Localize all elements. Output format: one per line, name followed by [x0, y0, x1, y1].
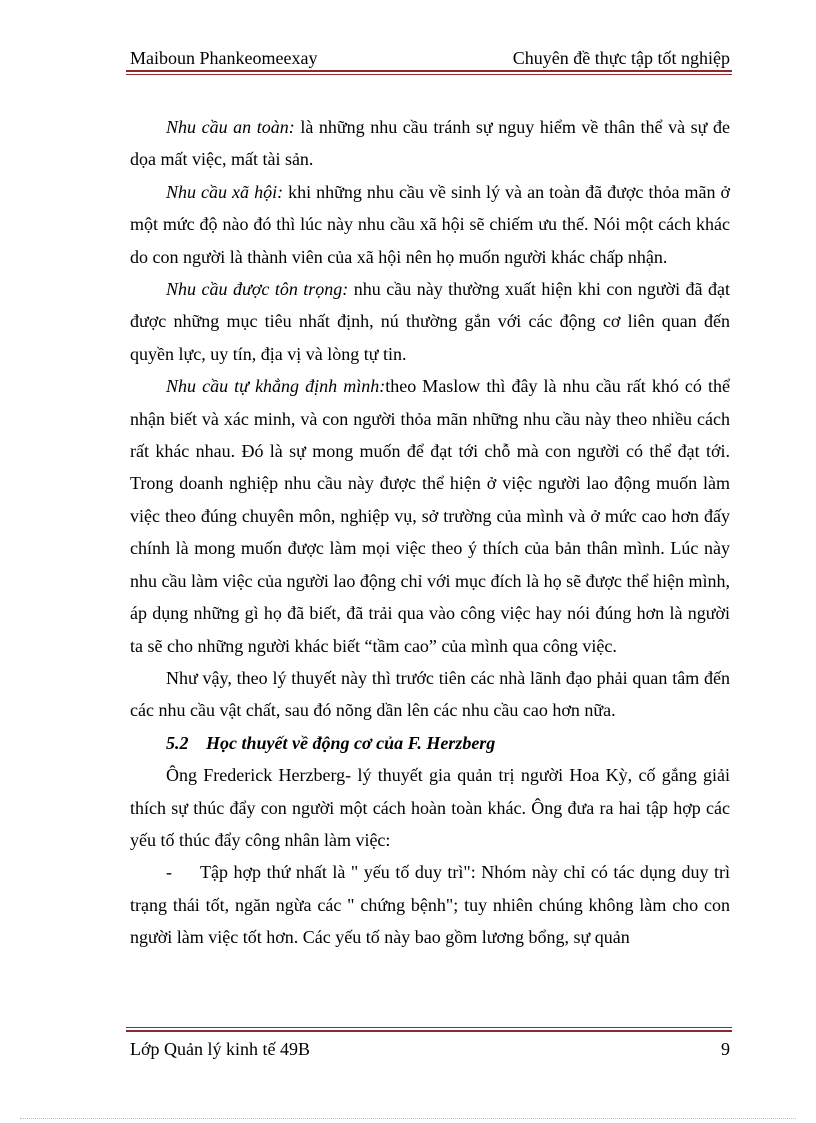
paragraph-esteem-needs — [130, 273, 730, 370]
bullet-dash: - — [166, 862, 172, 883]
header-title: Chuyên đề thực tập tốt nghiệp — [512, 48, 730, 68]
footer-rule-thin — [126, 1027, 732, 1028]
list-item — [130, 856, 730, 953]
page-bottom-dotted-line — [20, 1118, 796, 1119]
paragraph-conclusion: Như vậy, theo lý thuyết này thì trước tiên các nhà lãnh đạo phải quan tâm đến các nhu cầu vật chất, sau đó nõng dần lên các nhu cầu cao hơn nữa. — [130, 667, 730, 721]
paragraph-text: khi những nhu cầu về sinh lý và an toàn đã được thỏa mãn ở một mức độ nào đó thì lúc này nhu cầu xã hội sẽ chiếm ưu thế. Nói một cách khác do con người là thành viên của xã hội nên họ muốn người khác chấp nhận. — [130, 181, 730, 267]
paragraph-text: là những nhu cầu tránh sự nguy hiểm về thân thể và sự đe dọa mất việc, mất tài sản. — [130, 117, 730, 170]
section-number: 5.2 — [166, 732, 189, 753]
page-number: 9 — [721, 1039, 730, 1059]
page-header — [130, 48, 730, 69]
section-title: Học thuyết về động cơ của F. Herzberg — [206, 732, 496, 753]
footer-class-name: Lớp Quản lý kinh tế 49B — [130, 1039, 310, 1059]
paragraph-text: theo Maslow thì đây là nhu cầu rất khó có thể nhận biết và xác minh, và con người thỏa mãn những nhu cầu này theo nhiều cách rất khác nhau. Đó là sự mong muốn để đạt tới chỗ mà con người có thể đạt tới. Trong doanh nghiệp nhu cầu này được thể hiện ở việc người lao động muốn làm việc theo đúng chuyên môn, nghiệp vụ, sở trường của mình và ở mức cao hơn đấy chính là mong muốn được làm mọi việc theo ý thích của bản thân mình. Lúc này nhu cầu làm việc của người lao động chỉ với mục đích là họ sẽ được thể hiện mình, áp dụng những gì họ đã biết, đã trải qua vào công việc hay nói đúng hơn là người ta sẽ cho những người khác biết “tầm cao” của mình qua công việc. — [130, 376, 730, 656]
header-rule-thick — [126, 70, 732, 72]
section-heading — [130, 727, 730, 759]
paragraph-social-needs — [130, 176, 730, 273]
header-author: Maiboun Phankeomeexay — [130, 48, 318, 68]
page-footer — [130, 1039, 730, 1060]
paragraph-text: nhu cầu này thường xuất hiện khi con người đã đạt được những mục tiêu nhất định, nú thường gắn với các động cơ liên quan đến quyền lực, uy tín, địa vị và lòng tự tin. — [130, 279, 730, 364]
term-social-needs: Nhu cầu xã hội: — [166, 181, 284, 202]
term-self-actualization: Nhu cầu tự khẳng định mình: — [166, 376, 386, 397]
footer-rule-thick — [126, 1030, 732, 1032]
paragraph-safety-needs — [130, 111, 730, 176]
term-safety-needs: Nhu cầu an toàn: — [166, 117, 295, 137]
header-rule-thin — [126, 74, 732, 75]
term-esteem-needs: Nhu cầu được tôn trọng: — [166, 279, 349, 300]
paragraph-self-actualization — [130, 370, 730, 662]
paragraph-herzberg: Ông Frederick Herzberg- lý thuyết gia quản trị người Hoa Kỳ, cố gắng giải thích sự thúc đẩy con người một cách hoàn toàn khác. Ông đưa ra hai tập hợp các yếu tố thúc đẩy công nhân làm việc: — [130, 765, 730, 850]
page-body — [130, 111, 730, 954]
list-item-text: Tập hợp thứ nhất là " yếu tố duy trì": Nhóm này chỉ có tác dụng duy trì trạng thái tốt, ngăn ngừa các " chứng bệnh"; tuy nhiên chúng không làm cho con người làm việc tốt hơn. Các yếu tố này bao gồm lương bổng, sự quản — [130, 862, 730, 948]
